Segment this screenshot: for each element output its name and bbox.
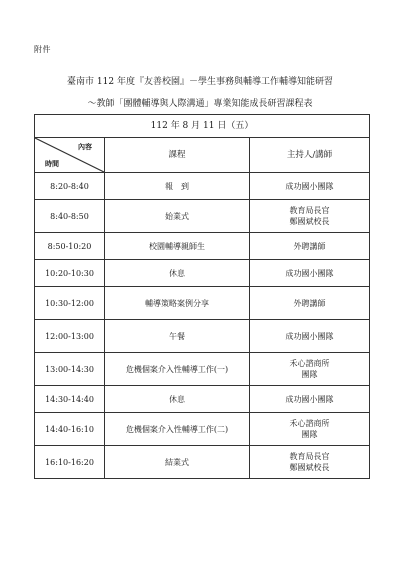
row-host (250, 233, 370, 260)
row-time: 14:30-14:40 (35, 386, 105, 413)
table-row (35, 413, 370, 446)
row-host (250, 386, 370, 413)
host-line: 教育局長官 (289, 206, 330, 215)
row-host (250, 446, 370, 479)
row-time: 16:10-16:20 (35, 446, 105, 479)
row-time: 13:00-14:30 (35, 353, 105, 386)
table-row (35, 260, 370, 287)
table-row (35, 233, 370, 260)
row-time: 8:40-8:50 (35, 200, 105, 233)
table-row (35, 353, 370, 386)
table-row (35, 200, 370, 233)
attachment-label: 附件 (34, 45, 51, 54)
table-row (35, 287, 370, 320)
row-host (250, 287, 370, 320)
host-line: 成功國小團隊 (285, 331, 334, 341)
row-course: 休息 (105, 386, 250, 413)
host-line: 團隊 (301, 370, 318, 379)
row-time: 8:20-8:40 (35, 173, 105, 200)
row-host (250, 320, 370, 353)
host-line: 團隊 (301, 430, 318, 439)
host-line: 外聘講師 (293, 241, 326, 251)
table-row (35, 320, 370, 353)
row-host (250, 173, 370, 200)
row-time: 12:00-13:00 (35, 320, 105, 353)
host-line: 成功國小團隊 (285, 394, 334, 404)
table-row (35, 173, 370, 200)
header-time-label: 時間 (45, 159, 59, 168)
row-host (250, 260, 370, 287)
host-line: 成功國小團隊 (285, 268, 334, 278)
header-content-label: 內容 (78, 142, 92, 151)
row-host (250, 353, 370, 386)
host-line: 禾心諮商所 (289, 359, 330, 368)
date-row (35, 115, 370, 138)
host-line: 教育局長官 (289, 452, 330, 461)
row-course: 輔導策略案例分享 (105, 287, 250, 320)
row-host (250, 200, 370, 233)
header-host: 主持人/講師 (250, 138, 370, 173)
document-title-line-2: ～教師「團體輔導與人際溝通」專業知能成長研習課程表 (87, 99, 313, 109)
schedule-table (34, 114, 370, 479)
row-host (250, 413, 370, 446)
row-course: 報 到 (105, 173, 250, 200)
row-course: 休息 (105, 260, 250, 287)
schedule-date: 112 年 8 月 11 日（五） (35, 115, 370, 138)
row-course: 午餐 (105, 320, 250, 353)
row-time: 10:20-10:30 (35, 260, 105, 287)
host-line: 鄭國斌校長 (289, 463, 330, 472)
document-title-line-1: 臺南市 112 年度『友善校園』－學生事務與輔導工作輔導知能研習 (67, 77, 333, 87)
row-time: 10:30-12:00 (35, 287, 105, 320)
host-line: 成功國小團隊 (285, 181, 334, 191)
host-line: 外聘講師 (293, 298, 326, 308)
row-course: 結業式 (105, 446, 250, 479)
table-row (35, 386, 370, 413)
row-course: 危機個案介入性輔導工作(二) (105, 413, 250, 446)
table-row (35, 446, 370, 479)
row-course: 危機個案介入性輔導工作(一) (105, 353, 250, 386)
row-time: 8:50-10:20 (35, 233, 105, 260)
header-time-content-cell (35, 138, 105, 173)
header-course: 課程 (105, 138, 250, 173)
row-course: 始業式 (105, 200, 250, 233)
row-course: 校園輔導親師生 (105, 233, 250, 260)
row-time: 14:40-16:10 (35, 413, 105, 446)
header-row (35, 138, 370, 173)
host-line: 鄭國斌校長 (289, 217, 330, 226)
host-line: 禾心諮商所 (289, 419, 330, 428)
